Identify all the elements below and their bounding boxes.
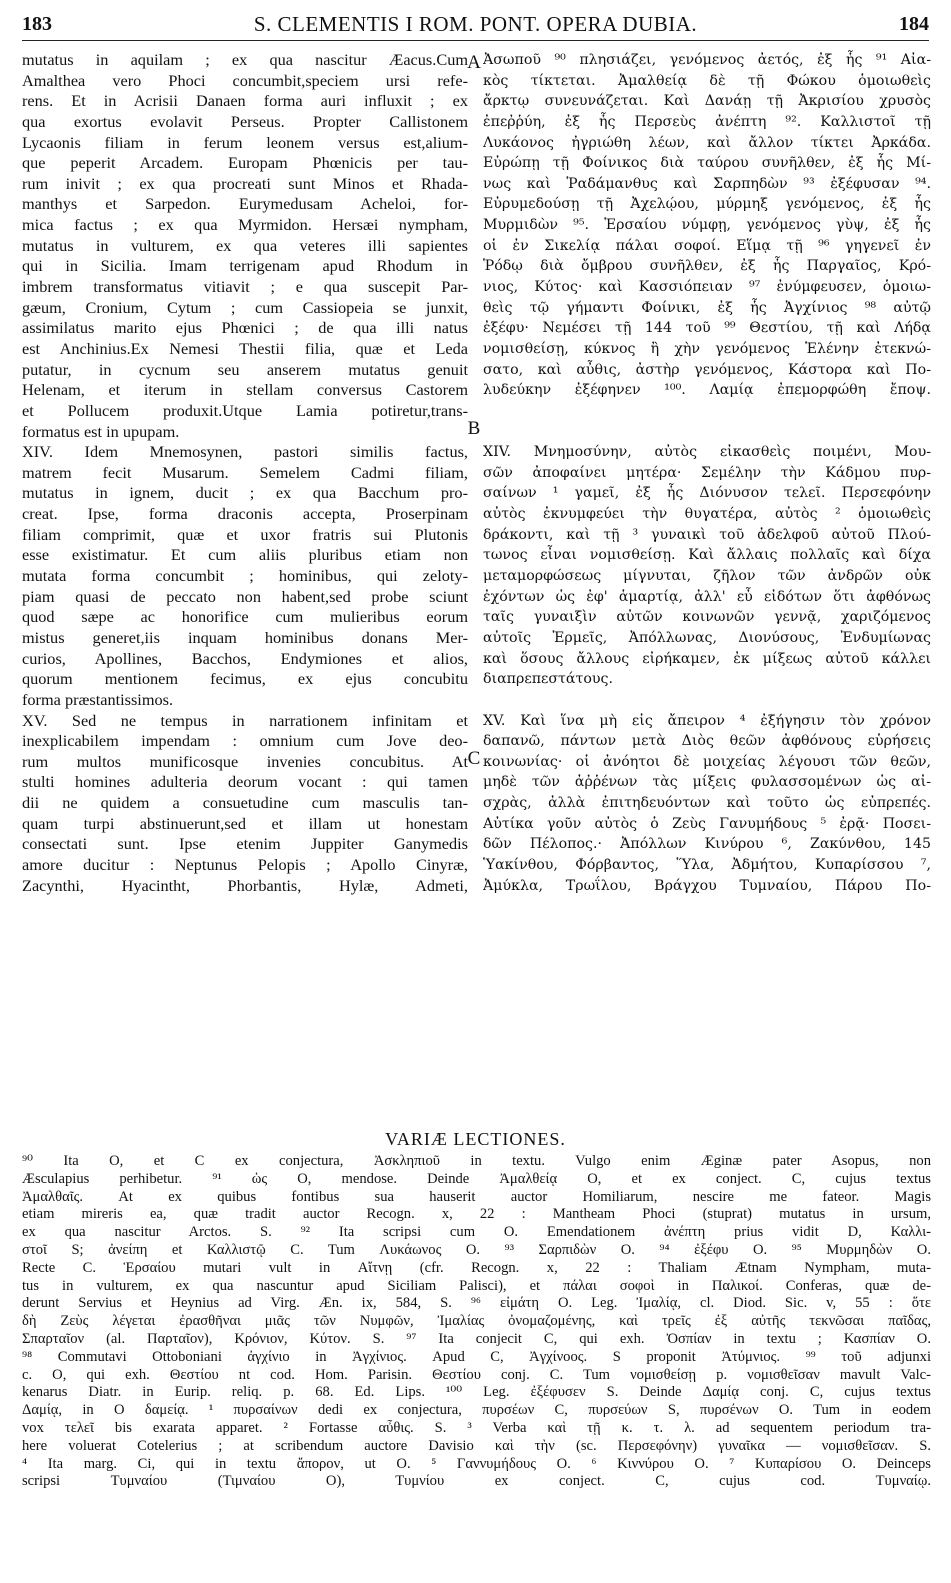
latin-text-line: XIV. Idem Mnemosynen, pastori similis factus, — [22, 442, 468, 462]
latin-text-line: Amalthea vero Phoci concumbit,speciem ursi refe- — [22, 70, 468, 90]
variant-note-line: ⁴ Ita marg. Ci, qui in textu ἄπορον, ut O. ⁵ Γαννυμήδους O. ⁶ Κιννύρου O. ⁷ Κυπαρίσου O. Deinceps — [22, 1455, 931, 1472]
greek-text-line: ἄρκτῳ συνευνάζεται. Καὶ Δανάῃ τῇ Ἀκρισίου χρυσὸς — [483, 93, 931, 110]
variant-note-line: here voluerat Cotelerius ; at scribendum auctore Davisio καὶ τὴν (sc. Περσεφόνην) γυναῖκα — νομισθεῖσαν. S. — [22, 1437, 931, 1454]
latin-text-line: manthys et Sarpedon. Eurymedusam Acheloi, for- — [22, 194, 468, 214]
latin-text-line: amore ducitur : Neptunus Pelopis ; Apollo Cinyræ, — [22, 854, 468, 874]
margin-marker-a: A — [467, 52, 481, 73]
variant-note-line: Ἀμαλθαῖς. At ex quibus fontibus sua hauserit auctor Homiliarum, nescire me fateor. Magis — [22, 1188, 931, 1205]
variant-note-line: ex qua nascitur Arctos. S. ⁹² Ita scripsi cum O. Emendationem ἀνέπτη prius vidit D, Καλλι- — [22, 1224, 931, 1241]
greek-text-line: ταῖς γυναιξὶν αὐτῶν κοινωνῶν γεννᾷ, χαριζόμενος — [483, 609, 931, 626]
latin-text-line: est Anchinius.Ex Nemesi Thestii filia, quæ et Leda — [22, 338, 468, 358]
latin-text-line: creat. Ipse, forma draconis accepta, Proserpinam — [22, 504, 468, 524]
variant-note-line: kenarus Diatr. in Eurip. reliq. p. 68. Ed. Lips. ¹⁰⁰ Leg. ἐξέφυσεν S. Deinde Δαμίᾳ conj. C, cujus textus — [22, 1384, 931, 1401]
greek-text-line: σαίνων ¹ γαμεῖ, ἐξ ἧς Διόνυσον τελεῖ. Περσεφόνην — [483, 485, 931, 502]
greek-text-line: δράκοντι, καὶ τῇ ³ γυναικὶ τοῦ ἀδελφοῦ αὐτοῦ Πλού- — [483, 526, 931, 543]
greek-text-line: οἱ ἐν Σικελίᾳ πάλαι σοφοί. Εἵμᾳ τῇ ⁹⁶ γηγενεῖ ἐν — [483, 237, 931, 254]
latin-text-line: rens. Et in Acrisii Danaen forma auri influxit ; ex — [22, 91, 468, 111]
greek-text-line: τωνος εἶναι νομισθείσῃ. Καὶ ἄλλαις πολλαῖς καὶ δίχα — [483, 547, 931, 564]
latin-text-line: mutatus in ignem, ducit ; ex qua Bacchum pro- — [22, 483, 468, 503]
greek-text-line: ἐξέφυ· Νεμέσει τῇ 144 τοῦ ⁹⁹ Θεστίου, τῇ καὶ Λήδᾳ — [483, 320, 931, 337]
latin-text-line: dii ne quidem a consuetudine cum masculis tan- — [22, 793, 468, 813]
greek-text-line — [483, 690, 931, 711]
latin-text-line: formatus est in upupam. — [22, 421, 180, 441]
greek-text-line: καὶ ὅσους ἄλλους εἰρήκαμεν, ἐκ μίξεως αὐτοῦ κάλλει — [483, 650, 931, 667]
variant-note-line: vox τελεῖ bis exarata apparet. ² Fortasse αὖθις. S. ³ Verba καὶ τῇ κ. τ. λ. ad sequentem periodum tra- — [22, 1419, 931, 1436]
variant-note-line: Δαμίᾳ, in O δαμείᾳ. ¹ πυρσαίνων dedi ex conjectura, πυρσέων C, πυρσεύων S, πυρσένων O. Tum in eodem — [22, 1402, 931, 1419]
greek-text-line: αὐτὸς ἐκνυμφεύει τὴν θυγατέρα, αὐτὸς ² ὁμοιωθεὶς — [483, 506, 931, 523]
latin-text-line: mutata forma concumbit ; hominibus, qui zeloty- — [22, 566, 468, 586]
greek-text-line: αὐτοῖς Ἑρμεῖς, Ἀπόλλωνας, Διονύσους, Ἐνδυμίωνας — [483, 629, 931, 646]
greek-text-line: διαπρεπεστάτους. — [483, 671, 613, 688]
latin-text-line: putatur, in cycnum seu anserem mutatus genuit — [22, 359, 468, 379]
greek-text-line: νομισθείσῃ, κύκνος ἢ χὴν γενόμενος Ἑλένην ἐτεκνώ- — [483, 340, 931, 357]
greek-text-line: κὸς τίκτεται. Ἀμαλθείᾳ δὲ τῇ Φώκου ὁμοιωθεὶς — [483, 72, 931, 89]
latin-text-line: quorum mentionem fecimus, ex ejus concubitu — [22, 669, 468, 689]
greek-text-line: Ῥόδῳ διὰ ὄμβρου συνῆλθεν, ἐξ ἧς Παργαῖος, Κρό- — [483, 258, 931, 275]
greek-text-line: θεὶς τῷ γήμαντι Φοίνικι, ἐξ ἧς Ἀγχίνιος ⁹⁸ αὐτῷ — [483, 299, 931, 316]
greek-text-line: Εὐρώπῃ τῇ Φοίνικος διὰ ταύρου συνῆλθεν, ἐξ ἧς Μί- — [483, 155, 931, 172]
latin-text-line: esse existimatur. Et cum aliis pluribus etiam non — [22, 545, 468, 565]
left-page-number: 183 — [22, 12, 52, 35]
latin-text-line: assimilatus marito ejus Phœnici ; de qua illi natus — [22, 318, 468, 338]
running-header — [22, 8, 929, 41]
greek-text-line: ἐπεῤῥύη, ἐξ ἧς Περσεὺς ἀνέπτη ⁹². Καλλιστοῖ τῇ — [483, 113, 931, 130]
greek-text-line: Ὑακίνθου, Φόρβαντος, Ὕλα, Ἀδμήτου, Κυπαρίσσου ⁷, — [483, 856, 931, 873]
greek-text-line: νως καὶ Ῥαδάμανθυς καὶ Σαρπηδὼν ⁹³ ἐξέφυσαν ⁹⁴. — [483, 175, 931, 192]
variant-note-line: δὴ Ζεὺς λέγεται ἐρασθῆναι μιᾶς τῶν Νυμφῶν, Ἰμαλίας ὀνομαζομένης, καὶ τρεῖς ἐξ αὐτῆς τεκνῶσαι παῖδας, — [22, 1313, 931, 1330]
greek-text-line: Ἀμύκλα, Τρωΐλου, Βράγχου Τυμναίου, Πάρου Πο- — [483, 877, 931, 894]
latin-text-line: quod sæpe ac honorifice cum mulieribus eorum — [22, 607, 468, 627]
running-title: S. CLEMENTIS I ROM. PONT. OPERA DUBIA. — [253, 11, 698, 36]
greek-text-line: Αὐτίκα γοῦν αὐτὸς ὁ Ζεὺς Γανυμήδους ⁵ ἐρᾷ· Ποσει- — [483, 815, 931, 832]
greek-text-line: δῶν Πέλοπος.· Ἀπόλλων Κινύρου ⁶, Ζακύνθου, 145 — [483, 836, 931, 853]
latin-text-line: et Pollucem produxit.Utque Lamia potiretur,trans- — [22, 400, 468, 420]
greek-text-line: ἐχόντων ὡς ἐφ' ἁμαρτίᾳ, ἀλλ' εὖ εἰδότων ὅτι ἀφθόνως — [483, 588, 931, 605]
variant-note-line: derunt Servius et Heynius ad Virg. Æn. ix, 584, S. ⁹⁶ εἰμάτη O. Leg. Ἰμαλίᾳ, cl. Diod. Sic. v, 55 : ὅτε — [22, 1295, 931, 1312]
greek-text-line: Ἀσωποῦ ⁹⁰ πλησιάζει, γενόμενος ἀετός, ἐξ ἧς ⁹¹ Αἰα- — [483, 52, 931, 68]
margin-marker-b: B — [467, 418, 481, 439]
variant-note-line: Σπαρταῖον (al. Παρταῖον), Κρόνιον, Κύτον. S. ⁹⁷ Ita conjecit C, qui exh. Ὀσπίαν in textu ; Κασπίαν O. — [22, 1330, 931, 1347]
greek-text-line: δαπανῶ, πάντων μετὰ Διὸς θεῶν ἀφθόνους εὑρήσεις — [483, 733, 931, 750]
latin-text-line: Lycaonis filiam in ferum leonem versus est,alium- — [22, 132, 468, 152]
latin-text-line: filiam comprimit, quæ et uxor fratris sui Plutonis — [22, 524, 468, 544]
latin-text-line: Helenam, et iterum in stellam conversus Castorem — [22, 380, 468, 400]
greek-text-line: κοινωνίας· οἱ ἀνόητοι δὲ μοιχείας λέγουσι τῶν θεῶν, — [483, 753, 931, 770]
greek-text-line: μεταμορφώσεως μίγνυται, ζῆλον τῶν ἀνδρῶν οὐκ — [483, 568, 931, 585]
variant-note-line: Recte C. Ἑρσαίου mutari vult in Αἴτνῃ (cfr. Recogn. x, 22 : Thaliam Ætnam Nympham, muta- — [22, 1259, 931, 1276]
latin-text-line: qui in Sicilia. Imam terrigenam apud Rhodum in — [22, 256, 468, 276]
greek-text-line: λυδεύκην ἐξέφηνεν ¹⁰⁰. Λαμίᾳ ἐπεμορφώθη ἔποψ. — [483, 382, 931, 399]
latin-text-line: rum inivit ; ex qua procreati sunt Minos et Rhada- — [22, 173, 468, 193]
variant-note-line: tus in vulturem, ex qua nascuntur apud Siciliam Palisci), et πάλαι σοφοὶ in Παλικοί. Conferas, quæ de- — [22, 1277, 931, 1294]
latin-text-line: piam quasi de peccato non habent,sed probe sciunt — [22, 586, 468, 606]
latin-text-line: quam turpi abstinuerunt,sed et illam ut honestam — [22, 813, 468, 833]
latin-text-line: mistus generet,iis inquam hominibus donans Mer- — [22, 627, 468, 647]
latin-text-line: gæum, Cronium, Cytum ; cum Cassiopeia se junxit, — [22, 297, 468, 317]
latin-text-line: mutatus in aquilam ; ex qua nascitur Æacus.Cum — [22, 50, 468, 69]
variant-note-line: ⁹⁰ Ita O, et C ex conjectura, Ἀσκληπιοῦ in textu. Vulgo enim Æginæ pater Asopus, non — [22, 1153, 931, 1169]
latin-text-line: qua exortus evolavit Perseus. Propter Callistonem — [22, 111, 468, 131]
greek-text-line: σῶν ἀποφαίνει μητέρα· Σεμέλην τὴν Κάδμου πυρ- — [483, 464, 931, 481]
latin-text-line: Zacynthi, Hyacintht, Phorbantis, Hylæ, Admeti, — [22, 875, 468, 895]
variant-note-line: scripsi Τυμναίου (Τιμναίου O), Τυμνίου ex conject. C, cujus cod. Τυμναίῳ. — [22, 1473, 931, 1490]
variant-note-line: c. O, qui exh. Θεστίου nt cod. Hom. Parisin. Θεστίου conj. C. Tum νομισθείσῃ p. νομισθεῖσαν mavult Valc- — [22, 1366, 931, 1383]
latin-text-line: mica factus ; ex qua Myrmidon. Hersæi nympham, — [22, 215, 468, 235]
latin-text-line: rum multos munificosque invenies concubitus. At — [22, 751, 468, 771]
latin-text-line: inexplicabilem impendam : omnium cum Jove deo- — [22, 731, 468, 751]
greek-text-column — [483, 50, 931, 896]
variant-note-line: στοῖ S; ἀνείπη et Καλλιστῷ C. Tum Λυκάωνος O. ⁹³ Σαρπιδὼν O. ⁹⁴ ἐξέφυ O. ⁹⁵ Μυρμηδὼν O. — [22, 1241, 931, 1258]
greek-text-line: μηδὲ τῶν ἀῤῥένων τὰς μίξεις φυλασσομένων ὡς αἰ- — [483, 774, 931, 791]
greek-text-line — [483, 401, 931, 422]
latin-text-column — [22, 50, 468, 896]
greek-text-line — [483, 422, 931, 443]
greek-text-line: νιος, Κύτος· καὶ Κασσιόπειαν ⁹⁷ ἐνύμφευσεν, ὁμοιω- — [483, 279, 931, 296]
latin-text-line: matrem fecit Musarum. Semelem Cadmi filiam, — [22, 462, 468, 482]
latin-text-line: curios, Apollines, Bacchos, Endymiones et alios, — [22, 648, 468, 668]
greek-text-line: XIV. Μνημοσύνην, αὐτὸς εἰκασθεὶς ποιμένι, Μου- — [483, 444, 931, 461]
variant-note-line: Æsculapius perhibetur. ⁹¹ ὡς O, mendose. Deinde Ἀμαλθείᾳ O, et ex conject. C, cujus textus — [22, 1170, 931, 1187]
variant-note-line: ⁹⁸ Commutavi Ottoboniani ἀγχίνιο in Ἀγχίνιος. Apud C, Ἀγχίνοος. S proponit Ἀτύμνιος. ⁹⁹ τοῦ adjunxi — [22, 1348, 931, 1365]
latin-text-line: imbrem transformatus vitiavit ; e qua suscepit Par- — [22, 277, 468, 297]
latin-text-line: XV. Sed ne tempus in narrationem infinitam et — [22, 710, 468, 730]
latin-text-line: consectati sunt. Ipse etenim Juppiter Ganymedis — [22, 834, 468, 854]
greek-text-line: Λυκάονος ἠγριώθη λέων, καὶ ἄλλον τίκτει Ἀρκάδα. — [483, 134, 931, 151]
latin-text-line: mutatus in vulturem, ex qua veteres illi sapientes — [22, 235, 468, 255]
latin-text-line: forma præstantissimos. — [22, 689, 174, 709]
margin-marker-c: C — [467, 748, 481, 769]
greek-text-line: σχρὰς, ἀλλὰ ἐπιτηδευόντων καὶ τοῦτο ὡς εὐπρεπές. — [483, 795, 931, 812]
greek-text-line: Εὐρυμεδούσῃ τῇ Ἀχελῴου, μύρμηξ γενόμενος, ἐξ ἧς — [483, 196, 931, 213]
variant-note-line: etiam mireris ea, quæ tradit auctor Recogn. x, 22 : Mantheam Phoci (stuprat) mutatus in ursum, — [22, 1206, 931, 1223]
latin-text-line: que peperit Arcadem. Europam Phœnicis per tau- — [22, 153, 468, 173]
greek-text-line: Μυρμιδὼν ⁹⁵. Ἑρσαίου νύμφῃ, γενόμενος γὺψ, ἐξ ἧς — [483, 217, 931, 234]
greek-text-line: XV. Καὶ ἵνα μὴ εἰς ἄπειρον ⁴ ἐξήγησιν τὸν χρόνον — [483, 712, 931, 729]
variae-lectiones-heading: VARIÆ LECTIONES. — [385, 1129, 566, 1149]
greek-text-line: σατο, καὶ αὖθις, ἀστὴρ γενόμενος, Κάστορα καὶ Πο- — [483, 361, 931, 378]
variae-lectiones-notes — [22, 1153, 931, 1491]
right-page-number: 184 — [899, 12, 929, 35]
latin-text-line: stulti homines adulteria deorum vocant : qui tamen — [22, 772, 468, 792]
